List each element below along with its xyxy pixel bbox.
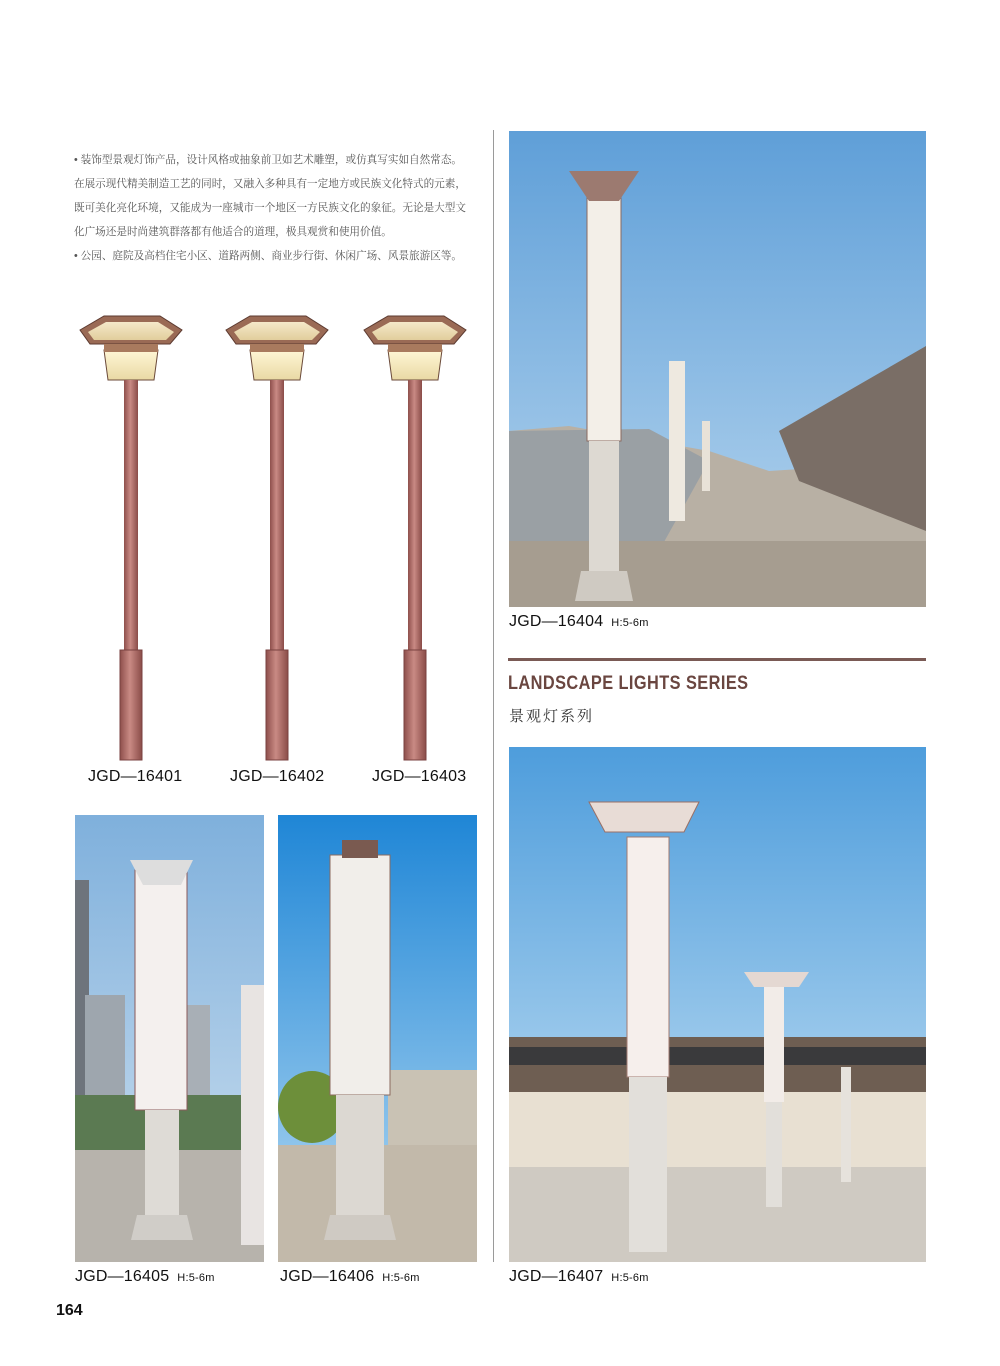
- model-label-16407: [509, 1268, 649, 1286]
- series-rule: [508, 658, 926, 661]
- intro-line-1: • 装饰型景观灯饰产品，设计风格或抽象前卫如艺术雕塑，或仿真写实如自然常态。: [74, 154, 463, 166]
- series-title-cn: 景观灯系列: [509, 708, 595, 725]
- lamp-16402-illustration: [226, 316, 328, 760]
- model-height-16405: H:5-6m: [177, 1272, 215, 1284]
- column-divider: [493, 130, 494, 1262]
- lamp-16403-illustration: [364, 316, 466, 760]
- intro-line-4: 化广场还是时尚建筑群落都有他适合的道理，极具观赏和使用价值。: [74, 226, 392, 238]
- model-code-16405: JGD—16405: [75, 1268, 170, 1285]
- model-label-16404: [509, 613, 649, 631]
- model-label-16401: JGD—16401: [88, 768, 183, 785]
- photo-16405: [75, 815, 264, 1262]
- model-height-16404: H:5-6m: [611, 617, 649, 629]
- model-label-16403: JGD—16403: [372, 768, 467, 785]
- model-label-16406: [280, 1268, 420, 1286]
- intro-line-5: • 公园、庭院及高档住宅小区、道路两侧、商业步行街、休闲广场、风景旅游区等。: [74, 250, 463, 262]
- model-code-16406: JGD—16406: [280, 1268, 375, 1285]
- series-title-en: LANDSCAPE LIGHTS SERIES: [508, 673, 749, 694]
- photo-16404: [509, 131, 926, 607]
- model-height-16407: H:5-6m: [611, 1272, 649, 1284]
- photo-16407: [509, 747, 926, 1262]
- model-label-16405: [75, 1268, 215, 1286]
- photo-16406: [278, 815, 477, 1262]
- page-number: 164: [56, 1302, 83, 1319]
- intro-line-2: 在展示现代精美制造工艺的同时，又融入多种具有一定地方或民族文化特式的元素，: [74, 178, 466, 190]
- model-code-16407: JGD—16407: [509, 1268, 604, 1285]
- model-height-16406: H:5-6m: [382, 1272, 420, 1284]
- model-code-16404: JGD—16404: [509, 613, 604, 630]
- intro-line-3: 既可美化亮化环境，又能成为一座城市一个地区一方民族文化的象征。无论是大型文: [74, 202, 466, 214]
- pole-lamp-illustrations: [74, 300, 490, 764]
- model-label-16402: JGD—16402: [230, 768, 325, 785]
- lamp-16401-illustration: [80, 316, 182, 760]
- intro-text: [74, 148, 486, 268]
